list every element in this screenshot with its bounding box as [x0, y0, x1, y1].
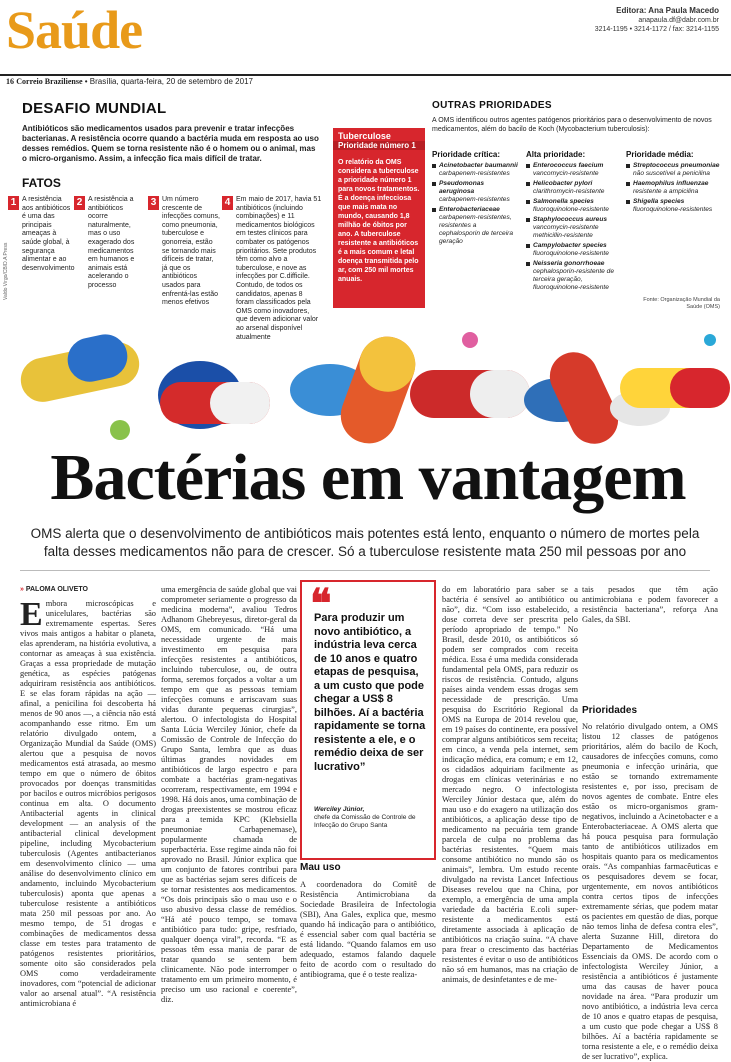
subtitle-mau-uso: Mau uso — [300, 862, 341, 873]
pathogen-resistance: resistente a ampicilina — [633, 188, 699, 195]
source-note: Fonte: Organização Mundial da Saúde (OMS) — [643, 297, 720, 310]
pathogen-item — [526, 198, 620, 214]
pathogen-name: Pseudomonas aeruginosa — [439, 180, 485, 195]
priority-high-label: Alta prioridade: — [526, 150, 586, 159]
pull-quote — [300, 580, 436, 860]
editor-name: Editora: Ana Paula Macedo — [616, 6, 719, 15]
pathogen-item — [526, 180, 620, 196]
editor-phones: 3214-1195 • 3214-1172 / fax: 3214-1155 — [594, 26, 719, 33]
priority-medium — [626, 150, 722, 216]
pathogen-resistance: clarithromycin-resistente — [533, 188, 605, 195]
pathogen-resistance: vancomycin-resistente — [533, 170, 599, 177]
pathogen-name: Streptococcus pneumoniae — [633, 162, 720, 169]
tuberculose-body: O relatório da OMS considera a tuberculose a prioridade número 1 para novos tratamentos. É a doença infecciosa que mais mata no mundo, causando 1,8 milhão de óbitos por ano. A tuberculose resistente a antibióticos é a mais comum e letal doença transmitida pelo ar, com 250 mil mortes anuais. — [338, 159, 420, 283]
article-column-2 — [161, 585, 297, 1019]
pathogen-name: Helicobacter pylori — [533, 180, 593, 187]
divider — [20, 570, 710, 571]
column-text: No relatório divulgado ontem, a OMS listou 12 classes de patógenos prioritários, além do bacilo de Koch, causadores de infecções comuns, como pneumonia e infecção urinária, que estão se tornando extremamente resistentes e, por isso, precisam de novos agentes de combate. Entre eles estão os micro-organismos gram-negativos, incluindo a Acinetobacter e a Enterobacteriaceae. A OMS alerta que há pouca pesquisa para formulação tanto de antibióticos utilizados em hospitais quanto para os medicamentos orais. “As companhias farmacêuticas e os pesquisadores devem se focar, urgentemente, em novos antibióticos contra certos tipos de infecções extremamente sérias, que podem matar os pacientes em questão de dias, porque não temos linha de defesa contra eles”, alerta Suzanne Hill, diretora do Departamento de Medicamentos Essenciais da OMS. De acordo com o infectologista Werciley Júnior, a resistência a antibióticos é justamente uma das causas de haver pouca novidade na área. “Para produzir um novo antibiótico, a indústria leva cerca de 10 anos e quatro etapas de pesquisa, a um custo que pode chegar a US$ 8 bilhões. Aí a bactéria rapidamente se torna resistente a ele, e o remédio deixa de ser lucrativo”, explica. — [582, 722, 718, 1061]
pathogen-name: Acinetobacter baumannii — [439, 162, 518, 169]
dropcap: E — [20, 596, 43, 633]
fatos-title: FATOS — [22, 176, 61, 190]
pill-shapes — [17, 329, 730, 452]
top-rule — [0, 74, 731, 76]
pathogen-name: Salmonella species — [533, 198, 594, 205]
editor-info — [595, 6, 719, 34]
pathogen-item — [526, 260, 620, 292]
pathogen-name: Campylobacter species — [533, 242, 607, 249]
fact-text: A resistência aos antibióticos é uma das principais ameaças à saúde global, à segurança alimentar e ao desenvolvimento — [22, 196, 75, 272]
fact-text: Um número crescente de infecções comuns, como pneumonia, tuberculose e gonorreia, estão se tornando mais difíceis de tratar, já que os antibióticos usados para enfrentá-las estão menos efetivos — [162, 196, 220, 307]
pathogen-item — [432, 180, 518, 204]
column-text: uma emergência de saúde global que vai comprometer seriamente o progresso da medicina moderna”, avaliou Tedros Adhanom Ghebreyesus, diretor-geral da OMS, em comunicado. “Há uma necessidade urgente de mais investimento em pesquisa para infecções resistentes a antibióticos, incluindo tuberculose, ou, de outra forma, seremos forçados a voltar a um tempo em que as pessoas temiam infecções comuns e arriscavam suas vidas durante pequenas cirurgias”, alertou. O infectologista do Hospital Santa Lúcia Werciley Júnior, chefe da Comissão de Controle de Infecção do Grupo Santa, lembra que as duas últimas grandes novidades em antibióticos de largo espectro e para combate a bactérias gram-negativas ocorreram, respectivamente, em 1994 e 1998. Há dois anos, uma combinação de drogas preexistentes se mostrou eficaz para a temida KPC (Klebsiella pneumoniae Carbapenemase), popularmente chamada de superbactéria. Esse regime ainda não foi aprovado no Brasil. Júnior explica que um conjunto de fatores contribui para que as bactérias sejam seres difíceis de se tornar resistentes aos medicamentos. “Os dois principais são o mau uso e o uso abusivo dessa classe de remédios. “Há até pouco tempo, se tomava antibiótico para tudo: gripe, resfriado, qualquer doença viral”, recorda. “E as pessoas têm essa mania de parar de tratar quando se sentem bem clinicamente. Não pode interromper o tratamento em um primeiro momento, é preciso um uso racional e coerente”, diz. — [161, 585, 297, 1004]
pathogen-item — [626, 198, 722, 214]
pathogen-item — [626, 162, 722, 178]
quote-author-name: Werciley Júnior, — [314, 806, 365, 813]
pathogen-name: Haemophilus influenzae — [633, 180, 709, 187]
article-column-1 — [20, 585, 156, 1019]
article-column-3a — [300, 880, 436, 1020]
pathogen-item — [526, 162, 620, 178]
pathogen-resistance: carbapenem-resistentes — [439, 170, 510, 177]
priority-critical — [432, 150, 518, 248]
quote-marks-icon: ❝ — [310, 581, 332, 626]
tuberculose-title: Tuberculose — [338, 131, 391, 141]
pathogen-name: Shigella species — [633, 198, 685, 205]
pathogen-name: Enterococcus faecium — [533, 162, 604, 169]
folio — [6, 77, 253, 86]
pills-illustration — [0, 310, 731, 445]
subtitle-prioridades: Prioridades — [582, 705, 638, 716]
tuberculose-box — [333, 128, 425, 308]
pathogen-resistance: não suscetível a penicilina — [633, 170, 710, 177]
desafio-title: DESAFIO MUNDIAL — [22, 100, 167, 117]
column-text: do em laboratório para saber se a bactéria é sensível ao antibiótico ou não”, diz. “Com isso estabelecido, a dose correta deve ser prescrita pelo período apropriado de tempo.” No Brasil, desde 2010, os antibióticos só podem ser comprados com receita médica. Essa é uma medida considerada fundamental pela OMS, para reduzir os riscos de resistência. Contudo, alguns países ainda vendem essas drogas sem necessidade de prescrição. Uma pesquisa do Escritório Regional da OMS na Europa de 2014 revelou que, em 19 países do continente, era possível comprar alguns antibióticos sem receita; em cinco, a venda pela internet, sem indicação médica, era comum; e em 12, os cidadãos adquiriam facilmente as drogas em clínicas veterinárias e no mercado negro. O infectologista Werciley Júnior destaca que, além do mau uso e do exagero na utilização dos antibióticos, a aplicação desse tipo de medicamento na pecuária tem grande parcela de culpa no problema das bactérias resistentes. “Quem mais consome antibiótico no mundo são os animais”, lembra. Um estudo recente divulgado na revista Lancet Infectious Diseases revelou que na China, por exemplo, a emergência de uma ampla variedade da bactéria E.coli super-resistente a medicamentos está diretamente associada à aplicação de antibióticos na criação suína. “A chave para frear o crescimento das bactérias resistentes é evitar o uso de antibióticos não só em humanos, mas na criação de animais, de desinfetantes e de me- — [442, 585, 578, 984]
fact-item — [10, 196, 75, 273]
pathogen-resistance: fluoroquinolone-resistente — [533, 250, 609, 257]
outras-title: OUTRAS PRIORIDADES — [432, 100, 552, 111]
subhead: OMS alerta que o desenvolvimento de antibióticos mais potentes está lento, enquanto o número de mortes pela falta desses medicamentos não para de crescer. Só a tuberculose resistente mata 250 mil pessoas por ano — [30, 526, 700, 559]
quote-author-role: chefe da Comissão de Controle de Infecção do Grupo Santa — [314, 814, 416, 829]
column-text: mbora microscópicas e unicelulares, bactérias são extremamente espertas. Seres vivos mais antigos a habitar o planeta, elas aprenderam, na história evolutiva, a contornar as ameaças à sua existência. Graças a essa propriedade de mutação genética, as espécies patógenas adquiriram resistência aos antibióticos. E se elas foram rápidas na ação — afinal, a penicilina foi descoberta há menos de 90 anos —, a ciência não está acompanhando esse ritmo. Em um relatório divulgado ontem, a Organização Mundial da Saúde (OMS) alertou que a pesquisa de novos medicamentos está atrasada, ao mesmo tempo em que o número de óbitos provocados por doenças transmitidas por bacilos e outros micróbios perigosos continua em alta. O documento Antibacterial agents in clinical development — an analysis of the antibacterial clinical development pipeline, including Mycobacterium tuberculosis (Agentes antibacterianos em desenvolvimento clínico — uma análise do desenvolvimento clínico em andamento, incluindo Mycobacterium tuberculosis) aponta que apenas a tuberculose resistente a antibióticos mata 250 mil pessoas por ano. Ao mesmo tempo, de 51 drogas e combinações de medicamentos dessa classe em testes para tratamento de patógenos resistentes prioritários, somente oito são considerados pela OMS como verdadeiramente inovadores, com “potencial de adicionar valor ao arsenal atual”. “A resistência antimicrobiana é — [20, 599, 156, 1008]
outras-intro: A OMS identificou outros agentes patógenos prioritários para o desenvolvimento de novos medicamentos, além do bacilo de Koch (Mycobacterium tuberculosis): — [432, 117, 712, 133]
newspaper-name: Correio Braziliense — [16, 77, 83, 86]
pathogen-name: Enterobacteriaceae — [439, 206, 500, 213]
pathogen-resistance: vancomycin-resistente methicillin-resistente — [533, 224, 599, 239]
priority-medium-label: Prioridade média: — [626, 150, 694, 159]
quote-text: Para produzir um novo antibiótico, a indústria leva cerca de 10 anos e quatro etapas de pesquisa, a um custo que pode chegar a US$ 8 bilhões. Aí a bactéria rapidamente se torna resistente a ele, e o remédio deixa de ser lucrativo” — [314, 612, 426, 773]
pathogen-item — [526, 242, 620, 258]
pathogen-resistance: cephalosporin-resistente de terceira geração, fluoroquinolone-resistente — [533, 268, 615, 291]
desafio-body: Antibióticos são medicamentos usados para prevenir e tratar infecções bacterianas. A resistência ocorre quando a bactéria muda em resposta ao uso desses remédios. Quem se torna resistente não é o homem ou o animal, mas o micro-organismo. Assim, a infecção fica mais difícil de tratar. — [22, 124, 319, 163]
pathogen-resistance: fluoroquinolone-resistentes — [633, 206, 713, 213]
column-text: tais pesados que têm ação antimicrobiana e podem favorecer a resistência bacteriana”, reforça Ana Gales, da SBI. — [582, 585, 718, 624]
pathogen-resistance: carbapenem-resistentes — [439, 196, 510, 203]
pathogen-item — [432, 206, 518, 246]
pathogen-resistance: fluoroquinolone-resistente — [533, 206, 609, 213]
byline: » PALOMA OLIVETO — [20, 585, 156, 595]
headline: Bactérias em vantagem — [50, 441, 686, 514]
fact-text: A resistência a antibióticos ocorre naturalmente, mas o uso exagerado dos medicamentos em humanos e animais está acelerando o processo — [88, 196, 135, 289]
priority-high — [526, 150, 620, 294]
fact-item — [150, 196, 220, 308]
pathogen-item — [432, 162, 518, 178]
editor-email[interactable]: anapaula.df@dabr.com.br — [638, 17, 719, 24]
fact-number: 2 — [74, 196, 85, 210]
page-number: 16 — [6, 77, 14, 86]
pathogen-item — [526, 216, 620, 240]
quote-author — [314, 806, 426, 830]
pathogen-item — [626, 180, 722, 196]
photo-credit: Valdo Virgo/CB/D.A Press — [3, 242, 9, 300]
pathogen-name: Staphylococcus aureus — [533, 216, 608, 223]
section-title: Saúde — [6, 0, 143, 60]
article-column-4 — [442, 585, 578, 1019]
fact-number: 1 — [8, 196, 19, 210]
fact-number: 3 — [148, 196, 159, 210]
pathogen-name: Neisseria gonorrhoeae — [533, 260, 605, 267]
pathogen-resistance: carbapenem-resistentes, resistentes a cephalosporin de terceira geração — [439, 214, 514, 245]
edition-date: • Brasília, quarta-feira, 20 de setembro de 2017 — [84, 77, 253, 86]
article-column-5b — [582, 722, 718, 1061]
fact-text: Em maio de 2017, havia 51 antibióticos (incluindo combinações) e 11 medicamentos biológicos em testes clínicos para combater os patógenos prioritários. Sete produtos têm como alvo a tuberculose, e nove as infecções por C.difficile. Contudo, de todos os candidatos, apenas 8 foram classificados pela OMS como inovadores, que devem adicionar valor ao arsenal disponível atualmente — [236, 196, 322, 341]
fact-item — [76, 196, 144, 291]
fact-number: 4 — [222, 196, 233, 210]
article-column-5a — [582, 585, 718, 695]
tuberculose-subtitle: Prioridade número 1 — [333, 141, 425, 150]
priority-critical-label: Prioridade crítica: — [432, 150, 501, 159]
column-text: A coordenadora do Comitê de Resistência Antimicrobiana da Sociedade Brasileira de Infectologia (SBI), Ana Gales, explica que, mesmo quando há indicação para o antibiótico, é essencial saber com qual bactéria se está lidando. “Quando falamos em uso adequado, estamos falando daquele feito de acordo com o resultado do antibiograma, que é o teste realiza- — [300, 880, 436, 979]
